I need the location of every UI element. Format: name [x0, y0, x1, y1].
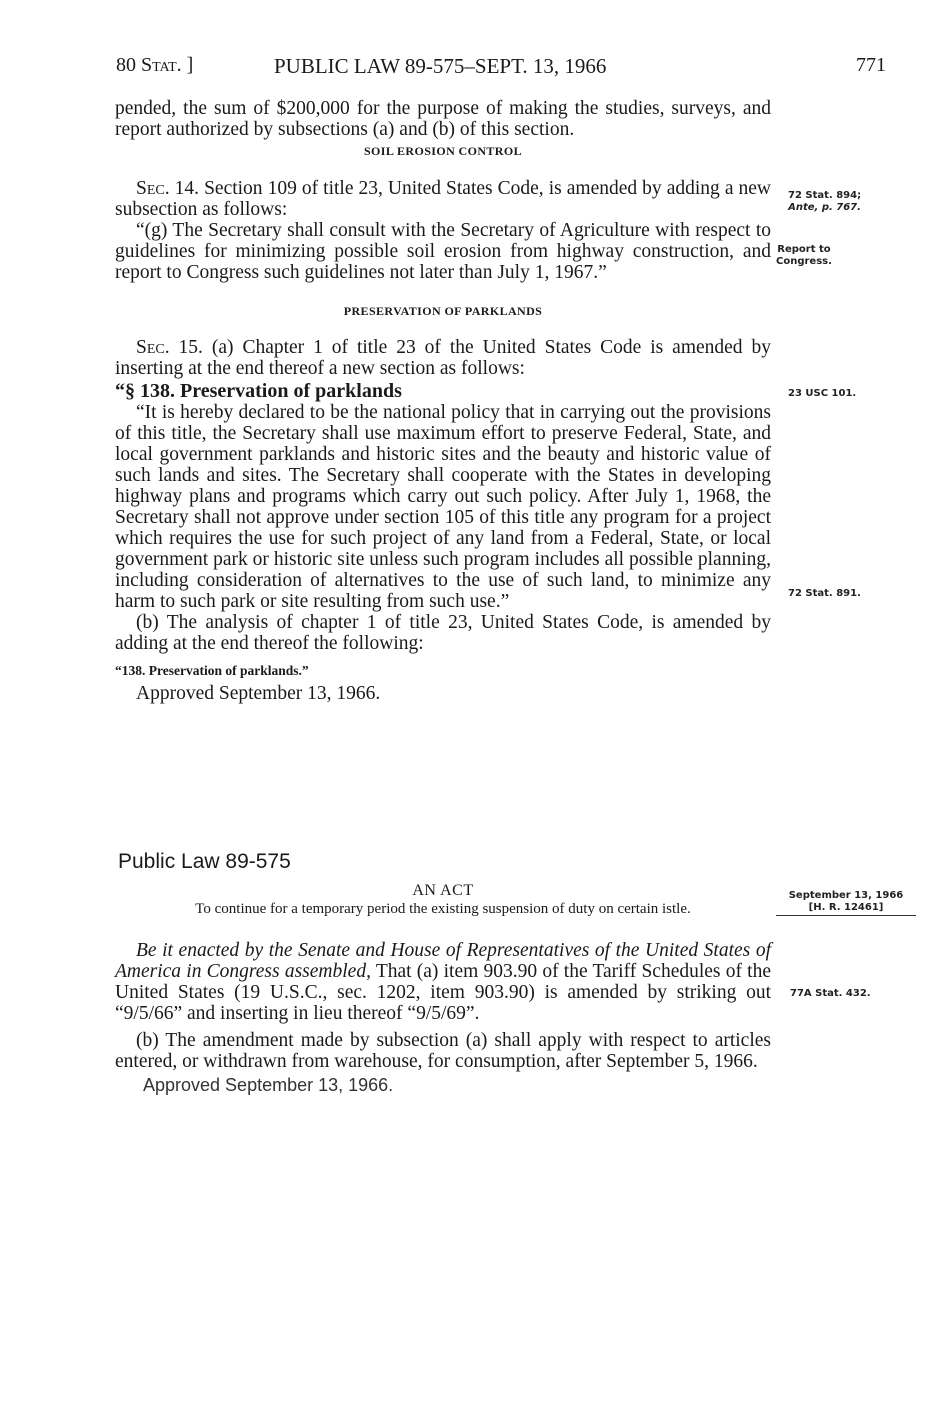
header-volume: 80 Stat. ] [116, 54, 194, 76]
section-label: Sec. [136, 337, 170, 358]
margin-note-text: Report to [777, 244, 831, 255]
analysis-line: “138. Preservation of parklands.” [115, 663, 309, 678]
subsection-g: “(g) The Secretary shall consult with the Secretary of Agriculture with respect to guidelines for minimizing possible soil erosion from highway construction, and report to Congress such guidelines not later than July 1, 1967.” [115, 220, 771, 283]
section-14-text: 14. Section 109 of title 23, United States Code, is amended by adding a new subsection as follows: [115, 178, 771, 220]
act-purpose: To continue for a temporary period the existing suspension of duty on certain istle. [195, 901, 691, 917]
section-138-heading: “§ 138. Preservation of parklands [115, 380, 402, 402]
section-14 [115, 178, 771, 220]
enacting-formula: Be it enacted by the Senate and House of Representatives of the United States of America in Congress assembled, [115, 940, 771, 982]
margin-note-text: 72 Stat. 894; [788, 190, 862, 201]
heading-preservation-parklands: PRESERVATION OF PARKLANDS [343, 304, 543, 318]
section-15-text: 15. (a) Chapter 1 of title 23 of the United States Code is amended by inserting at the end thereof a new section as follows: [115, 337, 771, 379]
subsection-a-text: That (a) item 903.90 of the Tariff Schedules of the United States (19 U.S.C., sec. 1202, item 903.90) is amended by striking out “9/5/66” and inserting in lieu thereof “9/5/69”. [115, 961, 772, 1024]
margin-note-date [776, 890, 916, 916]
act-text-column [115, 880, 771, 1096]
section-138-text: “It is hereby declared to be the national policy that in carrying out the provisions of this title, the Secretary shall use maximum effort to preserve Federal, State, and local government parklands and historic sites and the beauty and historic value of such lands and sites. The Secretary shall cooperate with the States in developing highway plans and programs which carry out such policy. After July 1, 1968, the Secretary shall not approve under section 105 of this title any program for a project which requires the use for such project of any land from a Federal, State, or local government park or historic site unless such program includes all possible planning, including consideration of alternatives to the use of such land, to minimize any harm to such park or site resulting from such use.” [115, 402, 771, 612]
heading-soil-erosion: SOIL EROSION CONTROL [363, 144, 523, 158]
margin-note-text: Congress. [776, 256, 832, 267]
approval-line-1: Approved September 13, 1966. [136, 683, 381, 704]
header-title: PUBLIC LAW 89-575–SEPT. 13, 1966 [274, 54, 607, 78]
margin-note-citation [788, 190, 861, 214]
page-header [116, 54, 886, 84]
main-text-column [115, 98, 771, 704]
page-number: 771 [856, 54, 886, 76]
margin-note-report [776, 244, 832, 268]
enacting-clause [115, 940, 771, 1024]
margin-note-stat: 72 Stat. 891. [788, 588, 861, 599]
continued-paragraph: pended, the sum of $200,000 for the purpose of making the studies, surveys, and report authorized by subsections (a) and (b) of this section. [115, 98, 771, 140]
margin-note-77a: 77A Stat. 432. [790, 988, 871, 999]
an-act-heading: AN ACT [412, 882, 474, 899]
margin-note-text: September 13, 1966 [788, 890, 904, 901]
margin-note-text: Ante, p. 767. [788, 202, 861, 213]
act-subsection-b: (b) The amendment made by subsection (a) shall apply with respect to articles entered, or withdrawn from warehouse, for consumption, after September 5, 1966. [115, 1030, 771, 1072]
section-15 [115, 337, 771, 379]
section-label: Sec. [136, 178, 170, 199]
subsection-b: (b) The analysis of chapter 1 of title 23, United States Code, is amended by adding at the end thereof the following: [115, 612, 771, 654]
approval-line-2: Approved September 13, 1966. [143, 1075, 394, 1095]
public-law-title: Public Law 89-575 [118, 850, 291, 873]
margin-note-text: [H. R. 12461] [776, 902, 916, 916]
margin-note-usc: 23 USC 101. [788, 388, 857, 399]
